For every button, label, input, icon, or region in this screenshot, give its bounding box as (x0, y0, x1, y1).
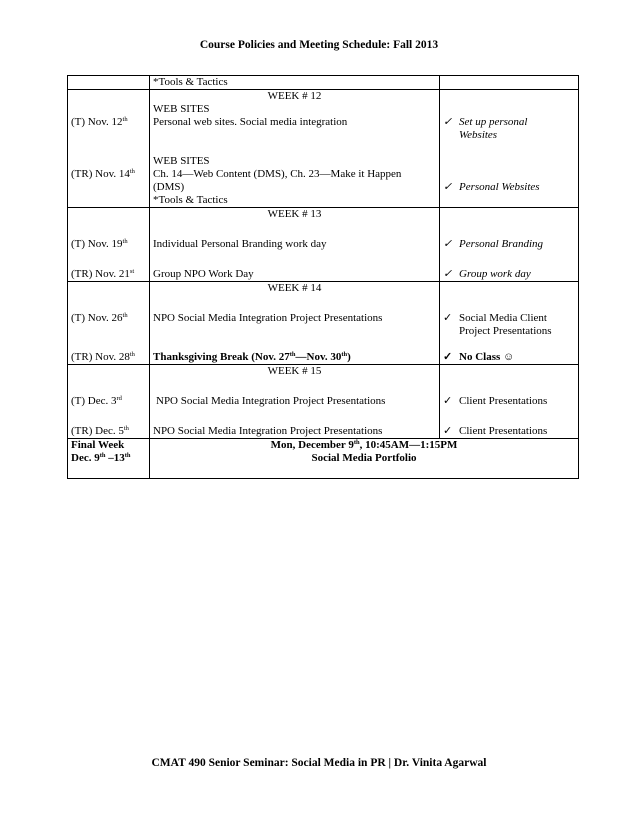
page-footer: CMAT 490 Senior Seminar: Social Media in PR | Dr. Vinita Agarwal (151, 757, 487, 769)
content-cell: WEEK # 13 Individual Personal Branding work day Group NPO Work Day (150, 208, 440, 282)
check-icon: ✓ (443, 425, 453, 437)
due-cell: ✓ Social Media Client Project Presentations ✓ No Class ☺ (440, 282, 579, 365)
due-cell (440, 76, 579, 90)
check-icon: ✓ (443, 238, 453, 250)
date-label: (T) Nov. 12th (71, 116, 128, 128)
table-row (68, 76, 579, 90)
date-label: (TR) Nov. 14th (71, 168, 135, 180)
final-exam-cell: Mon, December 9th, 10:45AM—1:15PM Social Media Portfolio (150, 439, 579, 479)
content-cell: WEEK # 15 NPO Social Media Integration Project Presentations NPO Social Media Integration Project Presentations (150, 365, 440, 439)
check-icon: ✓ (443, 312, 453, 324)
date-cell (68, 90, 150, 208)
table-row (68, 208, 579, 282)
date-cell: Final Week Dec. 9th –13th (68, 439, 150, 479)
due-cell: ✓ Personal Branding ✓ Group work day (440, 208, 579, 282)
due-cell: ✓ Set up personal Websites ✓ Personal Websites (440, 90, 579, 208)
table-row (68, 365, 579, 439)
week-label: WEEK # 14 (267, 282, 322, 294)
schedule-table (67, 75, 579, 479)
week-label: WEEK # 15 (267, 365, 322, 377)
week-label: WEEK # 12 (267, 90, 322, 102)
content-cell: *Tools & Tactics (150, 76, 440, 90)
check-icon: ✓ (443, 351, 453, 363)
check-icon: ✓ (443, 268, 453, 280)
content-cell: WEEK # 12 WEB SITES Personal web sites. Social media integration WEB SITES Ch. 14—Web Content (DMS), Ch. 23—Make it Happen (DMS) *Tools & Tactics (150, 90, 440, 208)
check-icon: ✓ (443, 395, 453, 407)
date-cell: (T) Dec. 3rd (TR) Dec. 5th (68, 365, 150, 439)
date-cell (68, 76, 150, 90)
table-row (68, 282, 579, 365)
due-cell: ✓ Client Presentations ✓ Client Presentations (440, 365, 579, 439)
page-header: Course Policies and Meeting Schedule: Fall 2013 (199, 39, 439, 51)
table-row (68, 439, 579, 479)
check-icon: ✓ (443, 116, 453, 128)
date-cell: (T) Nov. 19th (TR) Nov. 21st (68, 208, 150, 282)
date-cell: (T) Nov. 26th (TR) Nov. 28th (68, 282, 150, 365)
table-row (68, 90, 579, 208)
check-icon: ✓ (443, 181, 453, 193)
content-cell: WEEK # 14 NPO Social Media Integration Project Presentations Thanksgiving Break (Nov. 27th—Nov. 30th) (150, 282, 440, 365)
week-label: WEEK # 13 (267, 208, 322, 220)
